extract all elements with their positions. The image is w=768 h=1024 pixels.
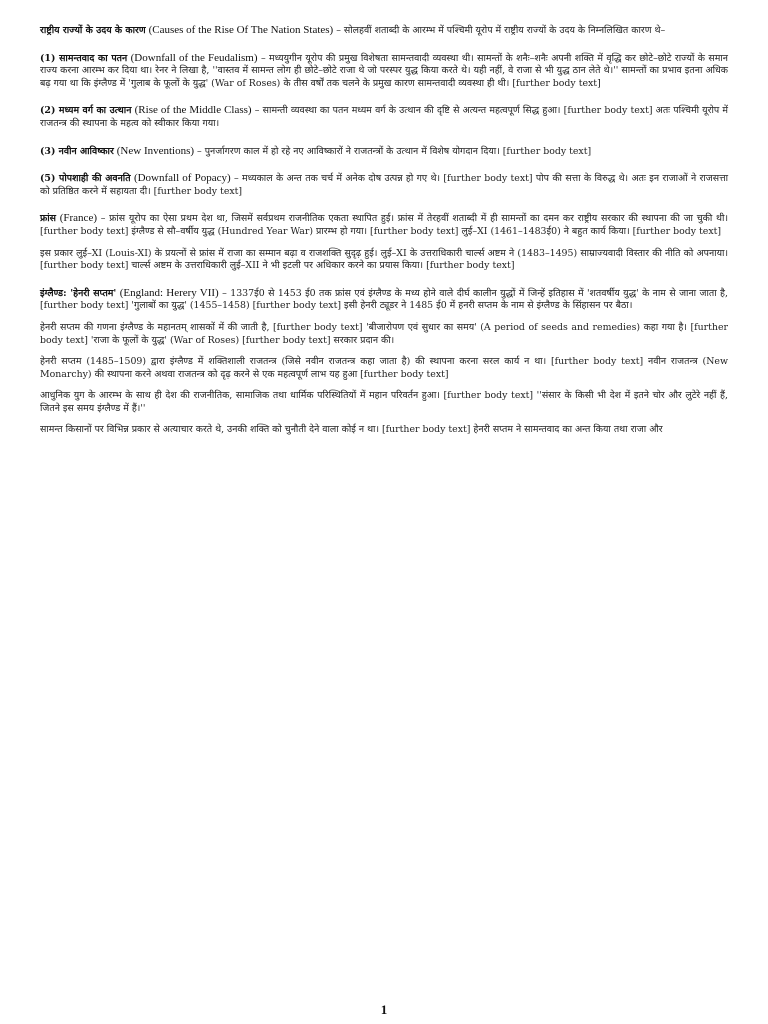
section-heading: (3) नवीन आविष्कार bbox=[40, 145, 114, 157]
section-heading-english: (England: Herery VII) bbox=[119, 286, 219, 299]
section-popacy bbox=[40, 172, 728, 198]
section-body: – मध्यकाल के अन्त तक चर्च में अनेक दोष उत्पन्न हो गए थे। [further body text] पोप की सत्ता के विरुद्ध थे। अतः इन राजाओं ने राजसत्ता को प्रतिष्ठित करने में सहायता दी। [further body text] bbox=[40, 173, 728, 197]
section-body: – सामन्ती व्यवस्था का पतन मध्यम वर्ग के उत्थान की दृष्टि से अत्यन्त महत्वपूर्ण सिद्ध हुआ। [further body text] अतः पश्चिमी यूरोप में राजतन्त्र की स्थापना के महत्व को स्वीकार किया गया। bbox=[40, 105, 729, 129]
intro-body: – सोलहवीं शताब्दी के आरम्भ में पश्चिमी यूरोप में राष्ट्रीय राज्यों के उदय के निम्नलिखित कारण थे– bbox=[336, 25, 666, 36]
section-heading: फ्रांस bbox=[40, 213, 56, 225]
section-body: आधुनिक युग के आरम्भ के साथ ही देश की राजनीतिक, सामाजिक तथा धार्मिक परिस्थितियों में महान परिवर्तन हुआ। [further body text] ''संसार के किसी भी देश में इतने चोर और लुटेरे नहीं हैं, जितने इस समय इंग्लैण्ड में हैं।'' bbox=[40, 390, 728, 414]
section-feudalism bbox=[40, 52, 728, 91]
section-france bbox=[40, 212, 728, 238]
section-new-monarchy bbox=[40, 356, 728, 381]
section-england bbox=[40, 287, 728, 313]
section-body: हेनरी सप्तम (1485–1509) द्वारा इंग्लैण्ड में शक्तिशाली राजतन्त्र (जिसे नवीन राजतन्त्र कहा जाता है) की स्थापना करना सरल कार्य न था। [further body text] नवीन राजतन्त्र (New Monarchy) की स्थापना करने अथवा राजतन्त्र को दृढ़ करने से एक महत्वपूर्ण लाभ यह हुआ [further body text] bbox=[40, 356, 728, 380]
section-heading: (2) मध्यम वर्ग का उत्थान bbox=[40, 105, 132, 117]
section-body: – फ्रांस यूरोप का ऐसा प्रथम देश था, जिसमें सर्वप्रथम राजनीतिक एकता स्थापित हुई। फ्रांस में तेरहवीं शताब्दी में ही सामन्तों का दमन कर राष्ट्रीय सरकार की स्थापना की जा चुकी थी। [further body text] इंग्लैण्ड से सौ–वर्षीय युद्ध (Hundred Year War) प्रारम्भ हो गया। [further body text] लुई–XI (1461–1483ई0) ने बहुत कार्य किया। [further body text] bbox=[40, 213, 728, 237]
section-heading-english: (Downfall of Popacy) bbox=[133, 172, 231, 185]
section-feudal-oppression bbox=[40, 424, 728, 437]
section-heading-english: (Downfall of the Feudalism) bbox=[130, 51, 258, 64]
section-social-conditions bbox=[40, 390, 728, 415]
section-body: – पुनर्जागरण काल में हो रहे नए आविष्कारों ने राजतन्त्रों के उत्थान में विशेष योगदान दिया। [further body text] bbox=[197, 145, 592, 157]
section-heading-english: (New Inventions) bbox=[116, 144, 195, 157]
intro-heading-english: (Causes of the Rise Of The Nation States) bbox=[148, 24, 334, 36]
section-body: सामन्त किसानों पर विभिन्न प्रकार से अत्याचार करते थे, उनकी शक्ति को चुनौती देने वाला कोई न था। [further body text] हेनरी सप्तम ने सामन्तवाद का अन्त किया तथा राजा और bbox=[40, 424, 663, 436]
section-body: – 1337ई0 से 1453 ई0 तक फ्रांस एवं इंग्लैण्ड के मध्य होने वाले दीर्घ कालीन युद्धों में जिन्हें इतिहास में 'शतवर्षीय युद्ध' के नाम से जाना जाता है, [further body text] 'गुलाबों का युद्ध' (1455–1458) [further body text] इसी हेनरी ट्यूडर ने 1485 ई0 में हनरी सप्तम के नाम से इंग्लैण्ड के सिंहासन पर बैठा। bbox=[40, 287, 729, 312]
section-heading-english: (France) bbox=[59, 212, 97, 225]
section-henry-vii-reign bbox=[40, 322, 728, 347]
section-heading: (5) पोपशाही की अवनति bbox=[40, 173, 131, 185]
section-body: हेनरी सप्तम की गणना इंग्लैण्ड के महानतम् शासकों में की जाती है, [further body text] 'बीजारोपण एवं सुधार का समय' (A period of seeds and remedies) कहा गया है। [further body text] 'राजा के फूलों के युद्ध' (War of Roses) [further body text] सरकार प्रदान की। bbox=[40, 321, 728, 346]
section-middle-class bbox=[40, 104, 728, 130]
intro-paragraph bbox=[40, 24, 728, 38]
section-inventions bbox=[40, 145, 728, 159]
page-number: 1 bbox=[380, 1002, 388, 1017]
intro-heading: राष्ट्रीय राज्यों के उदय के कारण bbox=[40, 25, 146, 36]
section-body: – मध्ययुगीन यूरोप की प्रमुख विशेषता सामन्तवादी व्यवस्था थी। सामन्तों के शनैः–शनैः अपनी शक्ति में वृद्धि कर छोटे–छोटे राज्यों के समान राज्य करना आरम्भ कर दिया था। रेनर ने लिखा है, ''वास्तव में सामन्त लोग ही छोटे–छोटे राजा थे जो परस्पर युद्ध किया करते थे। यही नहीं, वे राजा से भी युद्ध ठान लेते थे।'' सामन्तों का प्रभाव इतना अधिक बढ़ गया था कि इंग्लैण्ड में 'गुलाब के फूलों के युद्ध' (War of Roses) के तीस वर्षों तक चलने के प्रमुख कारण सामन्तवादी व्यवस्था ही थी। [further body text] bbox=[40, 52, 729, 89]
section-heading: इंग्लैण्ड: 'हेनरी सप्तम' bbox=[40, 287, 117, 299]
section-louis-xi bbox=[40, 248, 728, 273]
section-heading-english: (Rise of the Middle Class) bbox=[134, 104, 252, 117]
section-body: इस प्रकार लुई–XI (Louis-XI) के प्रयत्नों से फ्रांस में राजा का सम्मान बढ़ा व राजशक्ति सुदृढ़ हुई। लुई–XI के उत्तराधिकारी चार्ल्स अष्टम ने (1483–1495) साम्राज्यवादी विस्तार की नीति को अपनाया। [further body text] चार्ल्स अष्टम के उत्तराधिकारी लुई–XII ने भी इटली पर अधिकार करने का प्रयास किया। [further body text] bbox=[40, 247, 728, 272]
section-heading: (1) सामन्तवाद का पतन bbox=[40, 52, 128, 64]
